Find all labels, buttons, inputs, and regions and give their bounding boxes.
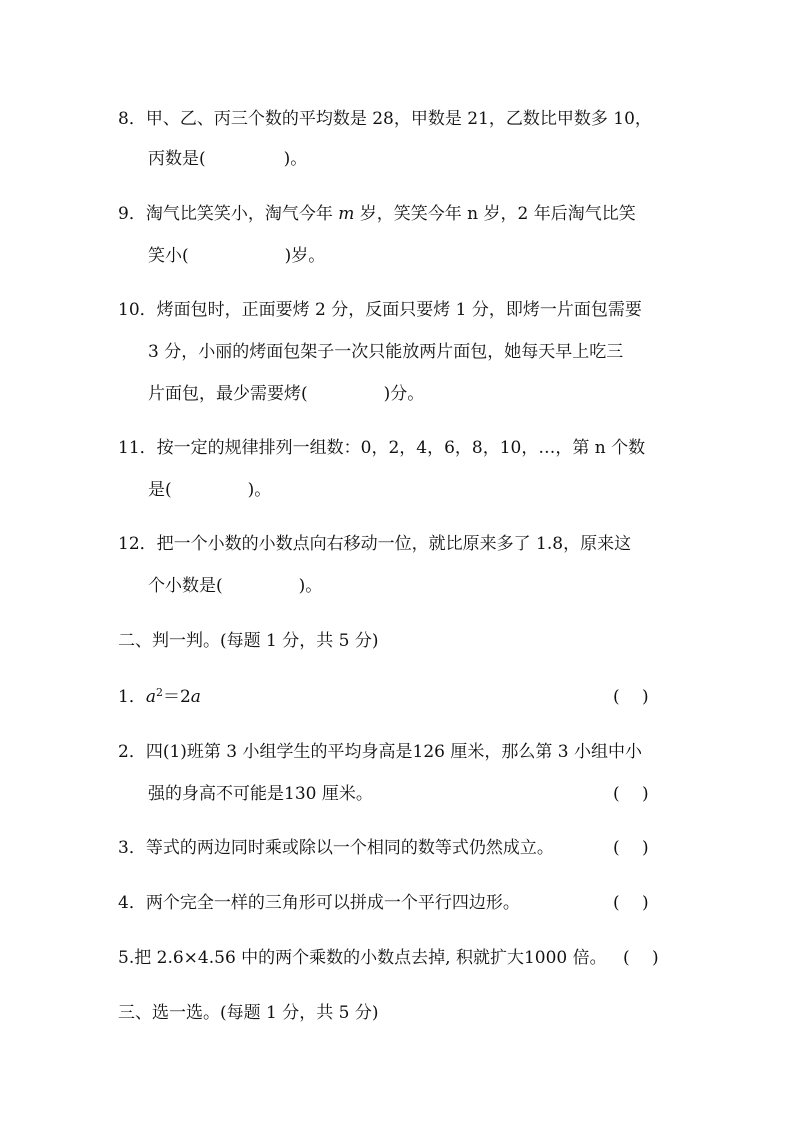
question-11-line2: 是( )。 bbox=[148, 480, 272, 500]
judge-1-answer-box[interactable]: ( ) bbox=[613, 687, 649, 707]
question-number: 4． bbox=[118, 893, 146, 913]
judge-item-5: 5.把 2.6×4.56 中的两个乘数的小数点去掉, 积就扩大1000 倍。 bbox=[118, 948, 607, 968]
question-number: 12． bbox=[118, 534, 157, 554]
question-10-line2: 3 分，小丽的烤面包架子一次只能放两片面包，她每天早上吃三 bbox=[148, 342, 624, 362]
judge-item-1: 1．$a^2=2a$ bbox=[118, 686, 201, 707]
section-2-title: 二、判一判。(每题 1 分，共 5 分) bbox=[118, 631, 379, 651]
question-10: 10．烤面包时，正面要烤 2 分，反面只要烤 1 分，即烤一片面包需要 bbox=[118, 300, 642, 320]
question-11: 11．按一定的规律排列一组数：0，2，4，6，8，10，…，第 n 个数 bbox=[118, 438, 646, 458]
question-number: 1． bbox=[118, 687, 146, 707]
question-number: 10． bbox=[118, 300, 157, 320]
judge-4-answer-box[interactable]: ( ) bbox=[613, 893, 649, 913]
question-10-line3: 片面包，最少需要烤( )分。 bbox=[148, 384, 425, 404]
question-8 bbox=[118, 108, 652, 130]
question-number: 8． bbox=[118, 109, 146, 129]
question-number: 9． bbox=[118, 204, 146, 224]
question-8-line2: 丙数是( )。 bbox=[148, 149, 308, 169]
judge-3-answer-box[interactable]: ( ) bbox=[613, 838, 649, 858]
question-number: 3． bbox=[118, 838, 146, 858]
judge-item-2: 2．四(1)班第 3 小组学生的平均身高是126 厘米，那么第 3 小组中小 bbox=[118, 742, 643, 762]
judge-item-2-line2: 强的身高不可能是130 厘米。 bbox=[148, 784, 373, 804]
variable-m: m bbox=[338, 204, 355, 224]
judge-item-4: 4．两个完全一样的三角形可以拼成一个平行四边形。 bbox=[118, 893, 520, 913]
judge-2-answer-box[interactable]: ( ) bbox=[613, 784, 649, 804]
section-3-title: 三、选一选。(每题 1 分，共 5 分) bbox=[118, 1003, 379, 1023]
question-9: 9．淘气比笑笑小，淘气今年 m 岁，笑笑今年 n 岁，2 年后淘气比笑 bbox=[118, 204, 636, 224]
question-number: 11． bbox=[118, 438, 157, 458]
question-text: 甲、乙、丙三个数的平均数是 28，甲数是 21，乙数比甲数多 10， bbox=[145, 109, 652, 129]
question-number: 5. bbox=[118, 948, 135, 968]
question-number: 2． bbox=[118, 742, 146, 762]
judge-item-3: 3．等式的两边同时乘或除以一个相同的数等式仍然成立。 bbox=[118, 838, 554, 858]
judge-5-answer-box[interactable]: ( ) bbox=[623, 948, 659, 968]
question-9-line2: 笑小( )岁。 bbox=[148, 246, 326, 266]
question-12-line2: 个小数是( )。 bbox=[148, 576, 323, 596]
question-12: 12．把一个小数的小数点向右移动一位，就比原来多了 1.8，原来这 bbox=[118, 534, 632, 554]
